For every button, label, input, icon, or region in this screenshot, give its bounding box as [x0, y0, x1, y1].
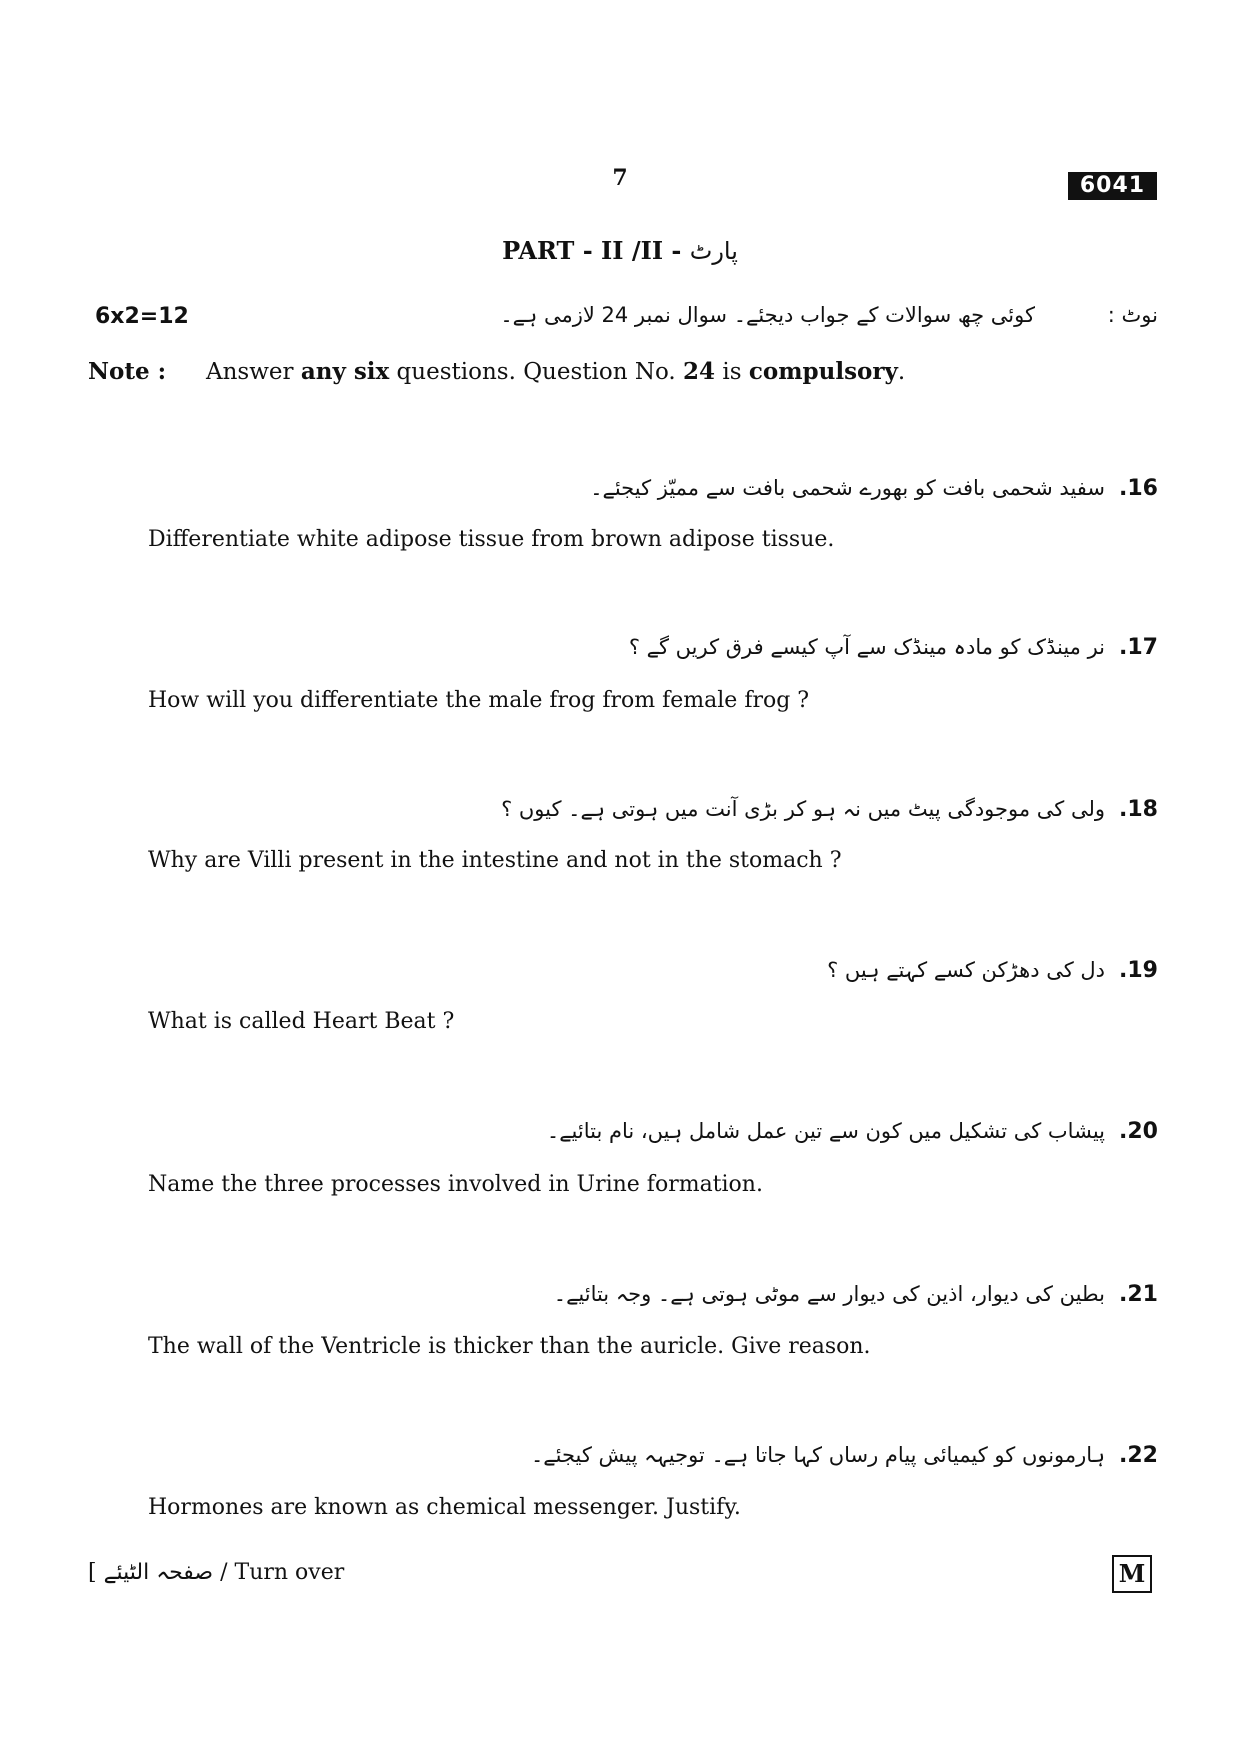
question-19-english: What is called Heart Beat ? — [148, 1009, 455, 1034]
note-label-english: Note : — [88, 358, 167, 385]
question-17-english: How will you differentiate the male frog from female frog ? — [148, 688, 810, 713]
note-any-six: any six — [300, 358, 390, 385]
question-number: .20 — [1119, 1119, 1158, 1144]
turn-over-urdu: صفحہ الٹیئے — [103, 1560, 214, 1585]
question-number: .18 — [1119, 797, 1158, 822]
paper-code-badge: 6041 — [1068, 172, 1157, 200]
question-number: .19 — [1119, 958, 1158, 983]
question-20-english: Name the three processes involved in Urine formation. — [148, 1172, 763, 1197]
turn-over-note — [88, 1560, 344, 1585]
question-16-urdu — [590, 476, 1158, 501]
bracket: [ — [88, 1560, 97, 1585]
turn-over-english: / Turn over — [213, 1560, 345, 1585]
question-17-urdu — [629, 635, 1158, 660]
note-text-part: questions. Question No. — [389, 359, 684, 385]
note-text-part: is — [715, 359, 749, 385]
question-number: .17 — [1119, 635, 1158, 660]
note-text-urdu: کوئی چھ سوالات کے جواب دیجئے۔ سوال نمبر 24 لازمی ہے۔ — [500, 303, 1035, 327]
question-number: .16 — [1119, 476, 1158, 501]
question-number: .22 — [1119, 1443, 1158, 1468]
medium-mark-box: M — [1112, 1555, 1152, 1593]
question-22-english: Hormones are known as chemical messenger. Justify. — [148, 1495, 741, 1520]
note-english — [88, 358, 905, 385]
question-21-urdu — [554, 1282, 1158, 1307]
part-title-english: PART - II /II - — [502, 236, 682, 265]
question-urdu-text: نر مینڈک کو مادہ مینڈک سے آپ کیسے فرق کریں گے ؟ — [628, 635, 1106, 659]
question-22-urdu — [531, 1443, 1158, 1468]
question-urdu-text: دل کی دھڑکن کسے کہتے ہیں ؟ — [827, 958, 1106, 982]
part-title — [0, 236, 1240, 265]
question-19-urdu — [827, 958, 1158, 983]
question-number: .21 — [1119, 1282, 1158, 1307]
question-20-urdu — [547, 1119, 1158, 1144]
note-question-number: 24 — [683, 358, 716, 385]
question-urdu-text: پیشاب کی تشکیل میں کون سے تین عمل شامل ہیں، نام بتائیے۔ — [546, 1119, 1106, 1143]
note-text-part: . — [897, 359, 906, 385]
question-urdu-text: بطین کی دیوار، اذین کی دیوار سے موٹی ہوتی ہے۔ وجہ بتائیے۔ — [553, 1282, 1106, 1306]
question-urdu-text: ہارمونوں کو کیمیائی پیام رساں کہا جاتا ہے۔ توجیہہ پیش کیجئے۔ — [531, 1443, 1106, 1467]
part-title-urdu: پارٹ — [689, 237, 738, 265]
note-label-urdu: نوٹ : — [1107, 303, 1158, 327]
note-compulsory: compulsory — [748, 358, 898, 385]
question-21-english: The wall of the Ventricle is thicker than the auricle. Give reason. — [148, 1334, 871, 1359]
note-text-part: Answer — [206, 359, 301, 385]
question-18-urdu — [501, 797, 1158, 822]
question-16-english: Differentiate white adipose tissue from brown adipose tissue. — [148, 527, 835, 552]
question-urdu-text: سفید شحمی بافت کو بھورے شحمی بافت سے ممیّز کیجئے۔ — [590, 476, 1106, 500]
page-number: 7 — [612, 165, 628, 191]
marks-scheme: 6x2=12 — [95, 304, 189, 329]
question-urdu-text: ولی کی موجودگی پیٹ میں نہ ہو کر بڑی آنت میں ہوتی ہے۔ کیوں ؟ — [501, 797, 1106, 821]
question-18-english: Why are Villi present in the intestine and not in the stomach ? — [148, 848, 842, 873]
